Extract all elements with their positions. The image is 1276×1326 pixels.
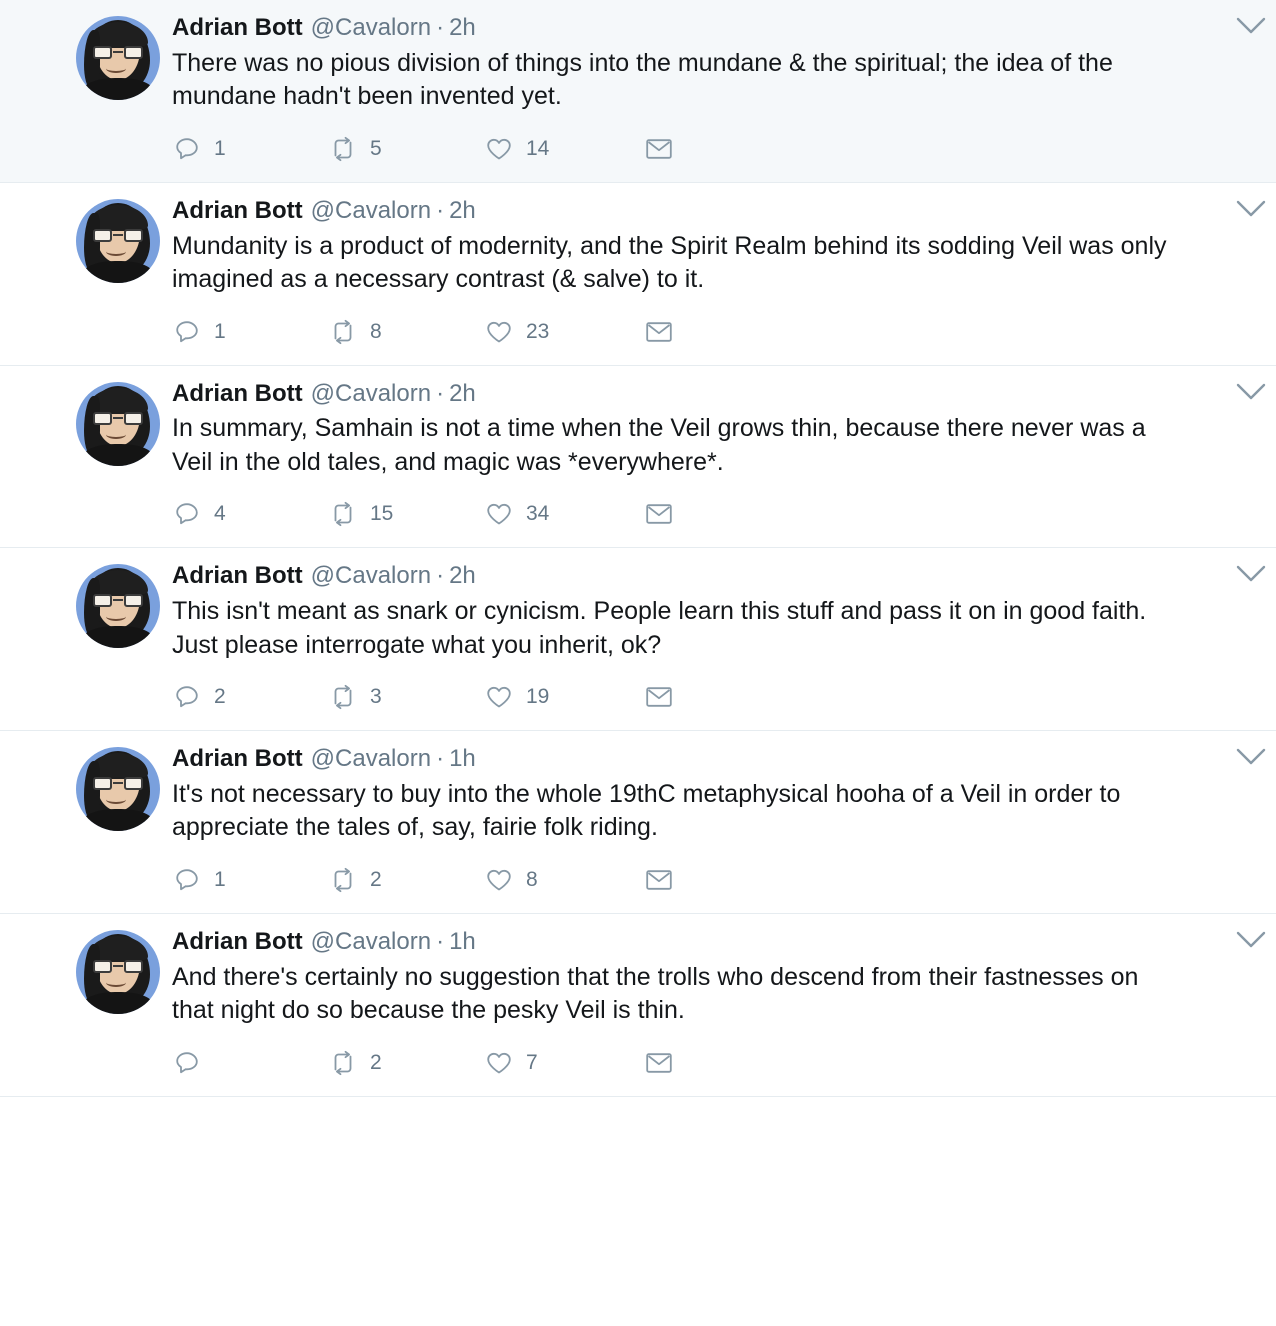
reply-button[interactable] [172,865,328,895]
header-separator: · [436,196,445,224]
retweet-button[interactable] [328,1048,484,1078]
retweet-count: 2 [370,1050,382,1074]
tweet-text: It's not necessary to buy into the whole 19thC metaphysical hooha of a Veil in order to appreciate the tales of, say, fairie folk riding. [172,779,1121,842]
retweet-icon [328,682,358,712]
retweet-button[interactable] [328,682,484,712]
like-button[interactable] [484,134,644,164]
retweet-count: 8 [370,319,382,343]
reply-button[interactable] [172,499,328,529]
retweet-count: 15 [370,502,394,526]
like-button[interactable] [484,682,644,712]
tweet-actions [172,865,1246,913]
reply-count: 4 [214,502,226,526]
reply-count: 1 [214,136,226,160]
tweet-text: In summary, Samhain is not a time when the Veil grows thin, because there never was a Veil in the old tales, and magic was *everywhere*. [172,414,1146,476]
reply-count: 1 [214,867,226,891]
author-name[interactable]: Adrian Bott [172,196,303,224]
tweet-timestamp[interactable]: 1h [449,927,476,955]
reply-icon [172,682,202,712]
avatar[interactable] [76,16,160,100]
tweet-timestamp[interactable]: 2h [449,14,476,41]
tweet-text: And there's certainly no suggestion that the trolls who descend from their fastnesses on that night do so because the pesky Veil is thin. [172,962,1139,1025]
reply-icon [172,317,202,347]
avatar-column [76,380,172,548]
author-handle[interactable]: @Cavalorn [310,927,432,955]
like-button[interactable] [484,499,644,529]
author-name[interactable]: Adrian Bott [172,379,303,407]
reply-icon [172,499,202,529]
tweet-timestamp[interactable]: 2h [449,562,476,590]
tweet-header [172,928,1246,957]
tweet-timestamp[interactable]: 1h [449,745,476,773]
share-envelope-icon [644,1048,674,1078]
like-count: 23 [526,319,550,343]
like-count: 34 [526,502,550,526]
author-name[interactable]: Adrian Bott [172,745,303,773]
tweet-2[interactable] [0,183,1276,366]
avatar[interactable] [76,564,160,648]
share-button[interactable] [644,682,704,712]
chevron-down-icon[interactable] [1234,926,1268,954]
tweet-content [172,928,1256,1096]
chevron-down-icon[interactable] [1234,12,1268,40]
avatar-column [76,197,172,365]
retweet-count: 3 [370,685,382,709]
tweet-text: Mundanity is a product of modernity, and the Spirit Realm behind its sodding Veil was only imagined as a necessary contrast (& salve) to it. [172,231,1167,294]
tweet-content [172,380,1256,548]
reply-count: 1 [214,319,226,343]
like-count: 19 [526,685,550,709]
tweet-1[interactable] [0,0,1276,183]
retweet-icon [328,499,358,529]
header-separator: · [436,14,445,41]
tweet-actions [172,1048,1246,1096]
tweet-actions [172,134,1246,182]
like-button[interactable] [484,865,644,895]
share-envelope-icon [644,865,674,895]
like-button[interactable] [484,1048,644,1078]
tweet-content [172,562,1256,730]
author-name[interactable]: Adrian Bott [172,14,303,41]
like-count: 7 [526,1050,538,1074]
avatar[interactable] [76,382,160,466]
share-button[interactable] [644,499,704,529]
heart-icon [484,499,514,529]
author-name[interactable]: Adrian Bott [172,927,303,955]
retweet-button[interactable] [328,499,484,529]
reply-button[interactable] [172,317,328,347]
reply-icon [172,1048,202,1078]
retweet-icon [328,317,358,347]
header-separator: · [436,745,445,773]
author-handle[interactable]: @Cavalorn [310,562,432,590]
tweet-content [172,745,1256,913]
header-separator: · [436,927,445,955]
header-separator: · [436,379,445,407]
avatar-column [76,14,172,182]
reply-button[interactable] [172,682,328,712]
author-name[interactable]: Adrian Bott [172,562,303,590]
retweet-icon [328,1048,358,1078]
avatar-column [76,562,172,730]
author-handle[interactable]: @Cavalorn [310,196,432,224]
share-envelope-icon [644,134,674,164]
tweet-header [172,562,1246,591]
heart-icon [484,1048,514,1078]
heart-icon [484,682,514,712]
author-handle[interactable]: @Cavalorn [310,14,432,41]
tweet-3[interactable] [0,366,1276,549]
reply-count: 2 [214,685,226,709]
retweet-count: 2 [370,867,382,891]
tweet-timestamp[interactable]: 2h [449,196,476,224]
tweet-5[interactable] [0,731,1276,914]
tweet-text: There was no pious division of things into the mundane & the spiritual; the idea of the mundane hadn't been invented yet. [172,48,1113,111]
like-count: 8 [526,867,538,891]
tweet-actions [172,317,1246,365]
tweet-header [172,745,1246,774]
tweet-content [172,14,1256,182]
avatar[interactable] [76,930,160,1014]
tweet-content [172,197,1256,365]
heart-icon [484,134,514,164]
reply-icon [172,865,202,895]
share-envelope-icon [644,317,674,347]
retweet-button[interactable] [328,134,484,164]
retweet-icon [328,134,358,164]
heart-icon [484,865,514,895]
like-button[interactable] [484,317,644,347]
share-envelope-icon [644,682,674,712]
header-separator: · [436,562,445,590]
heart-icon [484,317,514,347]
tweet-actions [172,499,1246,547]
retweet-button[interactable] [328,865,484,895]
reply-button[interactable] [172,134,328,164]
tweet-header [172,197,1246,226]
chevron-down-icon[interactable] [1234,743,1268,771]
author-handle[interactable]: @Cavalorn [310,745,432,773]
tweet-actions [172,682,1246,730]
reply-icon [172,134,202,164]
like-count: 14 [526,136,550,160]
chevron-down-icon[interactable] [1234,560,1268,588]
author-handle[interactable]: @Cavalorn [310,379,432,407]
tweet-header [172,380,1246,409]
chevron-down-icon[interactable] [1234,378,1268,406]
share-button[interactable] [644,317,704,347]
tweet-6[interactable] [0,914,1276,1097]
retweet-count: 5 [370,136,382,160]
share-envelope-icon [644,499,674,529]
retweet-icon [328,865,358,895]
retweet-button[interactable] [328,317,484,347]
avatar[interactable] [76,747,160,831]
reply-button[interactable] [172,1048,328,1078]
tweet-header [172,14,1246,43]
avatar-column [76,745,172,913]
tweet-text: This isn't meant as snark or cynicism. People learn this stuff and pass it on in good faith. Just please interrogate what you inherit, ok? [172,597,1147,659]
tweet-4[interactable] [0,548,1276,731]
share-button[interactable] [644,134,704,164]
avatar[interactable] [76,199,160,283]
avatar-column [76,928,172,1096]
share-button[interactable] [644,865,704,895]
share-button[interactable] [644,1048,704,1078]
chevron-down-icon[interactable] [1234,195,1268,223]
tweet-timestamp[interactable]: 2h [449,379,476,407]
